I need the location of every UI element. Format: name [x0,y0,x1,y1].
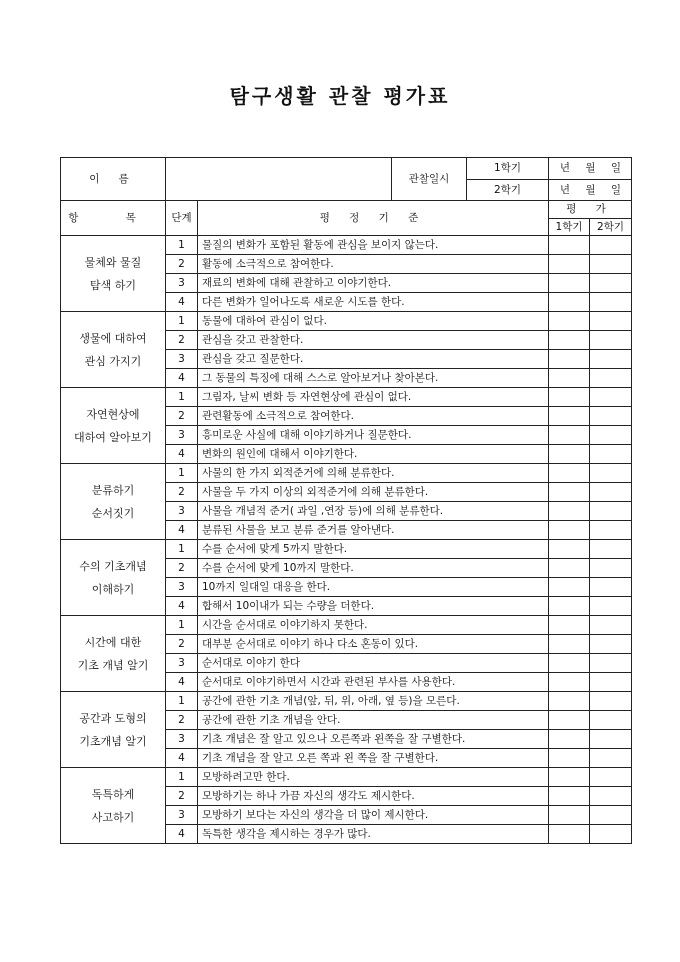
criteria-text: 순서대로 이야기 한다 [198,654,549,673]
term1-evaluation-cell[interactable] [549,749,590,768]
criteria-text: 흥미로운 사실에 대해 이야기하거나 질문한다. [198,426,549,445]
stage-number: 1 [166,236,198,255]
criteria-text: 모방하기는 하나 가끔 자신의 생각도 제시한다. [198,787,549,806]
category-name-line1: 분류하기 [91,483,135,497]
column-header-evaluation: 평 가 [549,201,632,219]
stage-number: 2 [166,711,198,730]
category-name-line2: 사고하기 [91,810,135,824]
term2-evaluation-cell[interactable] [590,597,632,616]
criteria-text: 다른 변화가 일어나도록 새로운 시도를 한다. [198,293,549,312]
term1-evaluation-cell[interactable] [549,426,590,445]
term1-evaluation-cell[interactable] [549,274,590,293]
table-row [61,236,632,255]
criteria-text: 사물을 개념적 준거( 과일 ,연장 등)에 의해 분류한다. [198,502,549,521]
stage-number: 4 [166,749,198,768]
category-cell [61,464,166,540]
column-header-term1: 1학기 [549,219,590,236]
term2-evaluation-cell[interactable] [590,483,632,502]
criteria-text: 기초 개념을 잘 알고 오른 쪽과 왼 쪽을 잘 구별한다. [198,749,549,768]
term2-evaluation-cell[interactable] [590,559,632,578]
criteria-text: 그림자, 날씨 변화 등 자연현상에 관심이 없다. [198,388,549,407]
term1-evaluation-cell[interactable] [549,293,590,312]
term2-evaluation-cell[interactable] [590,274,632,293]
term1-evaluation-cell[interactable] [549,350,590,369]
stage-number: 4 [166,673,198,692]
criteria-text: 수를 순서에 맞게 5까지 말한다. [198,540,549,559]
term2-label: 2학기 [467,179,549,201]
category-name-line2: 순서짓기 [91,506,135,520]
term1-evaluation-cell[interactable] [549,255,590,274]
term2-evaluation-cell[interactable] [590,673,632,692]
stage-number: 4 [166,369,198,388]
table-row [61,388,632,407]
term1-evaluation-cell[interactable] [549,407,590,426]
stage-number: 3 [166,350,198,369]
stage-number: 4 [166,825,198,844]
term1-evaluation-cell[interactable] [549,787,590,806]
category-cell [61,388,166,464]
term1-evaluation-cell[interactable] [549,692,590,711]
criteria-text: 대부분 순서대로 이야기 하나 다소 혼동이 있다. [198,635,549,654]
stage-number: 4 [166,293,198,312]
stage-number: 2 [166,635,198,654]
term1-evaluation-cell[interactable] [549,711,590,730]
criteria-text: 동물에 대하여 관심이 없다. [198,312,549,331]
criteria-text: 시간을 순서대로 이야기하지 못한다. [198,616,549,635]
term1-evaluation-cell[interactable] [549,445,590,464]
stage-number: 4 [166,521,198,540]
stage-number: 3 [166,274,198,293]
category-name-line2: 이해하기 [91,582,135,596]
term2-evaluation-cell[interactable] [590,293,632,312]
name-field[interactable] [166,158,392,201]
criteria-text: 수를 순서에 맞게 10까지 말한다. [198,559,549,578]
term2-evaluation-cell[interactable] [590,806,632,825]
term2-evaluation-cell[interactable] [590,616,632,635]
term2-evaluation-cell[interactable] [590,502,632,521]
stage-number: 1 [166,540,198,559]
criteria-text: 분류된 사물을 보고 분류 준거를 알아낸다. [198,521,549,540]
category-cell [61,692,166,768]
term1-evaluation-cell[interactable] [549,616,590,635]
stage-number: 2 [166,787,198,806]
term2-evaluation-cell[interactable] [590,255,632,274]
term1-evaluation-cell[interactable] [549,806,590,825]
stage-number: 3 [166,426,198,445]
stage-number: 2 [166,483,198,502]
category-name-line2: 관심 가지기 [84,354,142,368]
term2-evaluation-cell[interactable] [590,692,632,711]
stage-number: 2 [166,559,198,578]
column-header-item: 항 목 [61,201,166,236]
criteria-text: 사물을 두 가지 이상의 외적준거에 의해 분류한다. [198,483,549,502]
stage-number: 3 [166,502,198,521]
term2-evaluation-cell[interactable] [590,730,632,749]
term1-evaluation-cell[interactable] [549,521,590,540]
table-row [61,768,632,787]
term1-evaluation-cell[interactable] [549,502,590,521]
term2-evaluation-cell[interactable] [590,312,632,331]
category-name-line1: 물체와 물질 [84,255,142,269]
stage-number: 1 [166,768,198,787]
criteria-text: 관련활동에 소극적으로 참여한다. [198,407,549,426]
category-name-line1: 독특하게 [91,787,135,801]
category-name-line1: 공간과 도형의 [79,711,147,725]
table-row [61,312,632,331]
term2-evaluation-cell[interactable] [590,521,632,540]
term2-evaluation-cell[interactable] [590,768,632,787]
evaluation-table [60,157,632,844]
category-name-line2: 대하여 알아보기 [74,430,152,444]
category-cell [61,616,166,692]
table-row [61,616,632,635]
term1-evaluation-cell[interactable] [549,464,590,483]
category-cell [61,768,166,844]
term2-evaluation-cell[interactable] [590,407,632,426]
criteria-text: 독특한 생각을 제시하는 경우가 많다. [198,825,549,844]
criteria-text: 모방하려고만 한다. [198,768,549,787]
term1-evaluation-cell[interactable] [549,540,590,559]
term2-evaluation-cell[interactable] [590,369,632,388]
category-name-line1: 시간에 대한 [84,635,142,649]
term1-evaluation-cell[interactable] [549,312,590,331]
category-cell [61,236,166,312]
table-row [61,692,632,711]
term1-date-field[interactable]: 년 월 일 [549,158,632,180]
term1-evaluation-cell[interactable] [549,369,590,388]
column-header-stage: 단계 [166,201,198,236]
stage-number: 1 [166,464,198,483]
term2-evaluation-cell[interactable] [590,464,632,483]
stage-number: 4 [166,597,198,616]
category-name-line2: 기초 개념 알기 [77,658,149,672]
term2-evaluation-cell[interactable] [590,825,632,844]
criteria-text: 물질의 변화가 포함된 활동에 관심을 보이지 않는다. [198,236,549,255]
criteria-text: 활동에 소극적으로 참여한다. [198,255,549,274]
term2-evaluation-cell[interactable] [590,749,632,768]
criteria-text: 관심을 갖고 질문한다. [198,350,549,369]
term2-evaluation-cell[interactable] [590,236,632,255]
table-row [61,464,632,483]
term1-evaluation-cell[interactable] [549,597,590,616]
name-label: 이 름 [61,158,166,201]
term2-evaluation-cell[interactable] [590,787,632,806]
stage-number: 2 [166,255,198,274]
category-name-line1: 생물에 대하여 [79,331,147,345]
term1-evaluation-cell[interactable] [549,673,590,692]
term1-evaluation-cell[interactable] [549,388,590,407]
category-cell [61,540,166,616]
stage-number: 1 [166,692,198,711]
stage-number: 1 [166,388,198,407]
stage-number: 2 [166,407,198,426]
term2-evaluation-cell[interactable] [590,654,632,673]
criteria-text: 순서대로 이야기하면서 시간과 관련된 부사를 사용한다. [198,673,549,692]
term2-evaluation-cell[interactable] [590,445,632,464]
category-name-line2: 기초개념 알기 [79,734,147,748]
term2-evaluation-cell[interactable] [590,331,632,350]
stage-number: 1 [166,616,198,635]
criteria-text: 공간에 관한 기초 개념(앞, 뒤, 위, 아래, 옆 등)을 모른다. [198,692,549,711]
term1-evaluation-cell[interactable] [549,768,590,787]
table-row [61,540,632,559]
term1-evaluation-cell[interactable] [549,331,590,350]
criteria-text: 공간에 관한 기초 개념을 안다. [198,711,549,730]
term2-evaluation-cell[interactable] [590,350,632,369]
term1-evaluation-cell[interactable] [549,483,590,502]
stage-number: 3 [166,578,198,597]
category-cell [61,312,166,388]
stage-number: 4 [166,445,198,464]
term2-evaluation-cell[interactable] [590,711,632,730]
criteria-text: 변화의 원인에 대해서 이야기한다. [198,445,549,464]
page-title: 탐구생활 관찰 평가표 [229,84,451,108]
category-name-line2: 탐색 하기 [89,278,136,292]
term2-date-field[interactable]: 년 월 일 [549,179,632,201]
observation-date-label: 관찰일시 [392,158,467,201]
stage-number: 2 [166,331,198,350]
category-name-line1: 수의 기초개념 [79,559,147,573]
term1-evaluation-cell[interactable] [549,236,590,255]
term1-evaluation-cell[interactable] [549,635,590,654]
criteria-text: 모방하기 보다는 자신의 생각을 더 많이 제시한다. [198,806,549,825]
term1-label: 1학기 [467,158,549,180]
criteria-text: 관심을 갖고 관찰한다. [198,331,549,350]
term2-evaluation-cell[interactable] [590,578,632,597]
column-header-criteria: 평 정 기 준 [198,201,549,236]
term1-evaluation-cell[interactable] [549,654,590,673]
term1-evaluation-cell[interactable] [549,825,590,844]
term1-evaluation-cell[interactable] [549,578,590,597]
criteria-text: 재료의 변화에 대해 관찰하고 이야기한다. [198,274,549,293]
term2-evaluation-cell[interactable] [590,540,632,559]
stage-number: 3 [166,806,198,825]
criteria-text: 그 동물의 특징에 대해 스스로 알아보거나 찾아본다. [198,369,549,388]
criteria-text: 기초 개념은 잘 알고 있으나 오른쪽과 왼쪽을 잘 구별한다. [198,730,549,749]
criteria-text: 합해서 10이내가 되는 수량을 더한다. [198,597,549,616]
column-header-term2: 2학기 [590,219,632,236]
stage-number: 3 [166,730,198,749]
term1-evaluation-cell[interactable] [549,559,590,578]
stage-number: 3 [166,654,198,673]
category-name-line1: 자연현상에 [86,407,140,421]
criteria-text: 10까지 일대일 대응을 한다. [198,578,549,597]
criteria-text: 사물의 한 가지 외적준거에 의해 분류한다. [198,464,549,483]
stage-number: 1 [166,312,198,331]
term2-evaluation-cell[interactable] [590,426,632,445]
term1-evaluation-cell[interactable] [549,730,590,749]
term2-evaluation-cell[interactable] [590,635,632,654]
term2-evaluation-cell[interactable] [590,388,632,407]
